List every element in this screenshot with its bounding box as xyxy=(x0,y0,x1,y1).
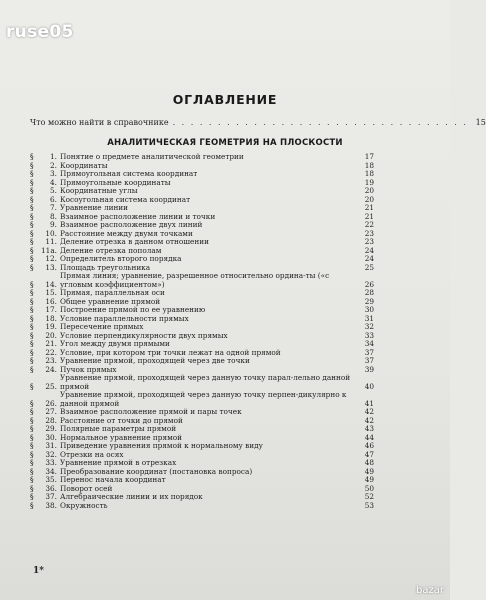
toc-section-mark: § xyxy=(30,186,34,195)
toc-entry-page: 44 xyxy=(364,432,374,442)
toc-entry-text: Деление отрезка пополам xyxy=(60,245,162,255)
toc-entry-page: 23 xyxy=(364,228,374,238)
toc-entry-text: Уравнение прямой, проходящей через две точки xyxy=(60,356,250,365)
toc-entry-page: 21 xyxy=(364,211,374,221)
toc-section-mark: § xyxy=(30,466,34,476)
toc-entry-page: 49 xyxy=(364,475,374,484)
toc-section-mark: § xyxy=(30,441,34,450)
toc-entry-text: Преобразование координат (постановка вопроса) xyxy=(60,466,253,476)
intro-entry xyxy=(30,118,486,127)
toc-entry-page: 31 xyxy=(364,313,374,323)
toc-entry-page: 52 xyxy=(364,492,374,501)
toc-entry-page: 30 xyxy=(364,305,374,314)
toc-entry-page: 50 xyxy=(364,483,374,493)
toc-entry-number: 2. xyxy=(50,160,57,170)
toc-entry-page: 20 xyxy=(364,186,374,195)
section-title: АНАЛИТИЧЕСКАЯ ГЕОМЕТРИЯ НА ПЛОСКОСТИ xyxy=(107,138,343,148)
toc-section-mark: § xyxy=(30,152,34,161)
toc-entry-text: Прямая, параллельная оси xyxy=(60,288,165,297)
toc-list xyxy=(30,153,374,510)
badge-logo: bazar xyxy=(416,585,444,596)
toc-entry-page: 39 xyxy=(364,364,374,374)
toc-section-mark: § xyxy=(30,458,34,467)
toc-section-mark: § xyxy=(30,194,34,204)
toc-section-mark: § xyxy=(30,339,34,348)
toc-entry-number: 8. xyxy=(50,211,57,221)
toc-entry-number: 1. xyxy=(50,152,57,161)
toc-entry-number: 32. xyxy=(45,449,57,459)
toc-entry-text: Расстояние от точки до прямой xyxy=(60,415,183,425)
toc-entry-page: 17 xyxy=(364,152,374,161)
toc-entry-page: 48 xyxy=(364,458,374,467)
toc-entry-text: Алгебраические линии и их порядок xyxy=(60,492,203,501)
toc-entry-text: Условие перпендикулярности двух прямых xyxy=(60,330,228,340)
toc-entry-page: 42 xyxy=(364,407,374,416)
toc-entry-number: 17. xyxy=(45,305,57,314)
toc-entry-number: 18. xyxy=(45,313,57,323)
toc-section-mark: § xyxy=(30,237,34,246)
toc-section-mark: § xyxy=(30,228,34,238)
toc-entry-text: Условие параллельности прямых xyxy=(60,313,189,323)
toc-section-mark: § xyxy=(30,313,34,323)
toc-section-mark: § xyxy=(30,330,34,340)
toc-entry-text: Приведение уравнения прямой к нормальному виду xyxy=(60,441,263,450)
toc-section-mark: § xyxy=(30,262,34,272)
toc-entry-text: Отрезки на осях xyxy=(60,449,124,459)
toc-entry-text: Перенос начала координат xyxy=(60,475,166,484)
toc-section-mark: § xyxy=(30,288,34,297)
toc-entry-number: 23. xyxy=(45,356,57,365)
toc-entry xyxy=(30,374,374,391)
toc-entry-number: 9. xyxy=(50,220,57,229)
toc-entry-text: Расстояние между двумя точками xyxy=(60,228,193,238)
page-title: ОГЛАВЛЕНИЕ xyxy=(172,92,278,107)
toc-entry-page: 37 xyxy=(364,356,374,365)
toc-section-mark: § xyxy=(30,381,34,391)
toc-entry-number: 36. xyxy=(45,483,57,493)
toc-section-mark: § xyxy=(30,483,34,493)
toc-entry-page: 20 xyxy=(364,194,374,204)
toc-entry-number: 28. xyxy=(45,415,57,425)
toc-entry-number: 11а. xyxy=(41,245,57,255)
toc-entry xyxy=(30,391,374,408)
toc-entry xyxy=(30,502,374,511)
toc-entry-page: 40 xyxy=(364,381,374,391)
toc-entry-text: Взаимное расположение прямой и пары точек xyxy=(60,407,242,416)
toc-entry-text: Пересечение прямых xyxy=(60,322,144,331)
toc-entry-page: 37 xyxy=(364,347,374,357)
toc-entry-number: 31. xyxy=(45,441,57,450)
toc-entry-number: 26. xyxy=(45,398,57,408)
toc-entry-number: 16. xyxy=(45,296,57,306)
toc-entry-number: 33. xyxy=(45,458,57,467)
toc-entry-text: Общее уравнение прямой xyxy=(60,296,161,306)
toc-entry-page: 18 xyxy=(364,160,374,170)
toc-entry-text: Нормальное уравнение прямой xyxy=(60,432,182,442)
toc-section-mark: § xyxy=(30,407,34,416)
toc-entry-page: 25 xyxy=(364,262,374,272)
toc-entry-page: 26 xyxy=(364,279,374,289)
toc-entry-text: Угол между двумя прямыми xyxy=(60,339,170,348)
toc-entry-number: 4. xyxy=(50,177,57,187)
toc-entry-page: 46 xyxy=(364,441,374,450)
toc-section-mark: § xyxy=(30,424,34,433)
toc-entry-number: 27. xyxy=(45,407,57,416)
toc-entry-page: 43 xyxy=(364,424,374,433)
toc-entry-text: Определитель второго порядка xyxy=(60,254,182,263)
toc-section-mark: § xyxy=(30,305,34,314)
toc-entry-number: 6. xyxy=(50,194,57,204)
toc-entry-number: 20. xyxy=(45,330,57,340)
toc-entry-number: 34. xyxy=(45,466,57,476)
toc-entry-number: 38. xyxy=(45,500,57,510)
watermark: ruse05 xyxy=(6,22,74,42)
toc-entry-text: Окружность xyxy=(60,500,108,510)
toc-entry-text: Прямоугольные координаты xyxy=(60,177,171,187)
toc-entry-text: Уравнение прямой, проходящей через данную точку перпен-дикулярно к данной прямой xyxy=(60,390,347,408)
toc-entry xyxy=(30,272,374,289)
toc-entry-text: Понятие о предмете аналитической геометрии xyxy=(60,152,244,161)
toc-entry-number: 15. xyxy=(45,288,57,297)
toc-entry-text: Взаимное расположение линии и точки xyxy=(60,211,216,221)
toc-entry-page: 41 xyxy=(364,398,374,408)
toc-section-mark: § xyxy=(30,169,34,178)
toc-entry-number: 14. xyxy=(45,279,57,289)
signature-mark: 1* xyxy=(33,566,44,576)
toc-section-mark: § xyxy=(30,177,34,187)
toc-entry-number: 25. xyxy=(45,381,57,391)
toc-entry-number: 37. xyxy=(45,492,57,501)
toc-section-mark: § xyxy=(30,211,34,221)
toc-entry-text: Взаимное расположение двух линий xyxy=(60,220,203,229)
leader-dots: . . . . . . . . . . . . . . . . . . . . . . . . . . . . . . . . . xyxy=(172,118,468,127)
toc-entry-text: Деление отрезка в данном отношении xyxy=(60,237,209,246)
toc-entry-number: 19. xyxy=(45,322,57,331)
toc-entry-text: Прямоугольная система координат xyxy=(60,169,198,178)
toc-entry-text: Условие, при котором три точки лежат на одной прямой xyxy=(60,347,281,357)
toc-entry-page: 21 xyxy=(364,203,374,212)
toc-section-mark: § xyxy=(30,279,34,289)
toc-entry-page: 29 xyxy=(364,296,374,306)
toc-entry-page: 42 xyxy=(364,415,374,425)
toc-entry-page: 34 xyxy=(364,339,374,348)
toc-entry-text: Площадь треугольника xyxy=(60,262,151,272)
toc-section-mark: § xyxy=(30,364,34,374)
toc-entry-page: 47 xyxy=(364,449,374,459)
toc-entry-page: 18 xyxy=(364,169,374,178)
toc-entry-number: 35. xyxy=(45,475,57,484)
toc-entry-text: Координатные углы xyxy=(60,186,138,195)
toc-section-mark: § xyxy=(30,492,34,501)
toc-section-mark: § xyxy=(30,356,34,365)
toc-section-mark: § xyxy=(30,254,34,263)
toc-section-mark: § xyxy=(30,220,34,229)
toc-entry-page: 19 xyxy=(364,177,374,187)
toc-entry-page: 33 xyxy=(364,330,374,340)
toc-section-mark: § xyxy=(30,415,34,425)
toc-entry-number: 24. xyxy=(45,364,57,374)
toc-section-mark: § xyxy=(30,398,34,408)
toc-entry-number: 29. xyxy=(45,424,57,433)
toc-entry-number: 22. xyxy=(45,347,57,357)
toc-entry-number: 21. xyxy=(45,339,57,348)
toc-entry-text: Пучок прямых xyxy=(60,364,117,374)
toc-entry-page: 32 xyxy=(364,322,374,331)
toc-entry-text: Построение прямой по ее уравнению xyxy=(60,305,206,314)
toc-section-mark: § xyxy=(30,245,34,255)
toc-entry-page: 24 xyxy=(364,254,374,263)
toc-entry-text: Координаты xyxy=(60,160,108,170)
toc-entry-text: Уравнение линии xyxy=(60,203,129,212)
toc-section-mark: § xyxy=(30,160,34,170)
toc-entry-number: 11. xyxy=(45,237,57,246)
toc-entry-page: 28 xyxy=(364,288,374,297)
toc-entry-text: Полярные параметры прямой xyxy=(60,424,177,433)
toc-entry-number: 7. xyxy=(50,203,57,212)
toc-entry-number: 3. xyxy=(50,169,57,178)
toc-section-mark: § xyxy=(30,500,34,510)
toc-entry-text: Уравнение прямой, проходящей через данную точку парал-лельно данной прямой xyxy=(60,373,351,391)
toc-entry-page: 22 xyxy=(364,220,374,229)
intro-label: Что можно найти в справочнике xyxy=(30,118,169,127)
toc-entry-page: 24 xyxy=(364,245,374,255)
toc-section-mark: § xyxy=(30,347,34,357)
toc-entry-number: 12. xyxy=(45,254,57,263)
toc-section-mark: § xyxy=(30,296,34,306)
toc-entry-number: 13. xyxy=(45,262,57,272)
toc-section-mark: § xyxy=(30,432,34,442)
toc-entry-page: 23 xyxy=(364,237,374,246)
toc-entry-page: 53 xyxy=(364,500,374,510)
toc-entry-text: Поворот осей xyxy=(60,483,113,493)
toc-entry-page: 49 xyxy=(364,466,374,476)
toc-entry-number: 10. xyxy=(45,228,57,238)
toc-section-mark: § xyxy=(30,203,34,212)
intro-page: 15 xyxy=(475,118,486,127)
toc-entry-text: Косоугольная система координат xyxy=(60,194,191,204)
toc-entry-text: Уравнение прямой в отрезках xyxy=(60,458,177,467)
toc-section-mark: § xyxy=(30,475,34,484)
toc-entry-number: 30. xyxy=(45,432,57,442)
toc-section-mark: § xyxy=(30,449,34,459)
toc-entry-text: Прямая линия; уравнение, разрешенное относительно ордина-ты («с угловым коэффициентом») xyxy=(60,271,330,289)
toc-entry-number: 5. xyxy=(50,186,57,195)
toc-section-mark: § xyxy=(30,322,34,331)
